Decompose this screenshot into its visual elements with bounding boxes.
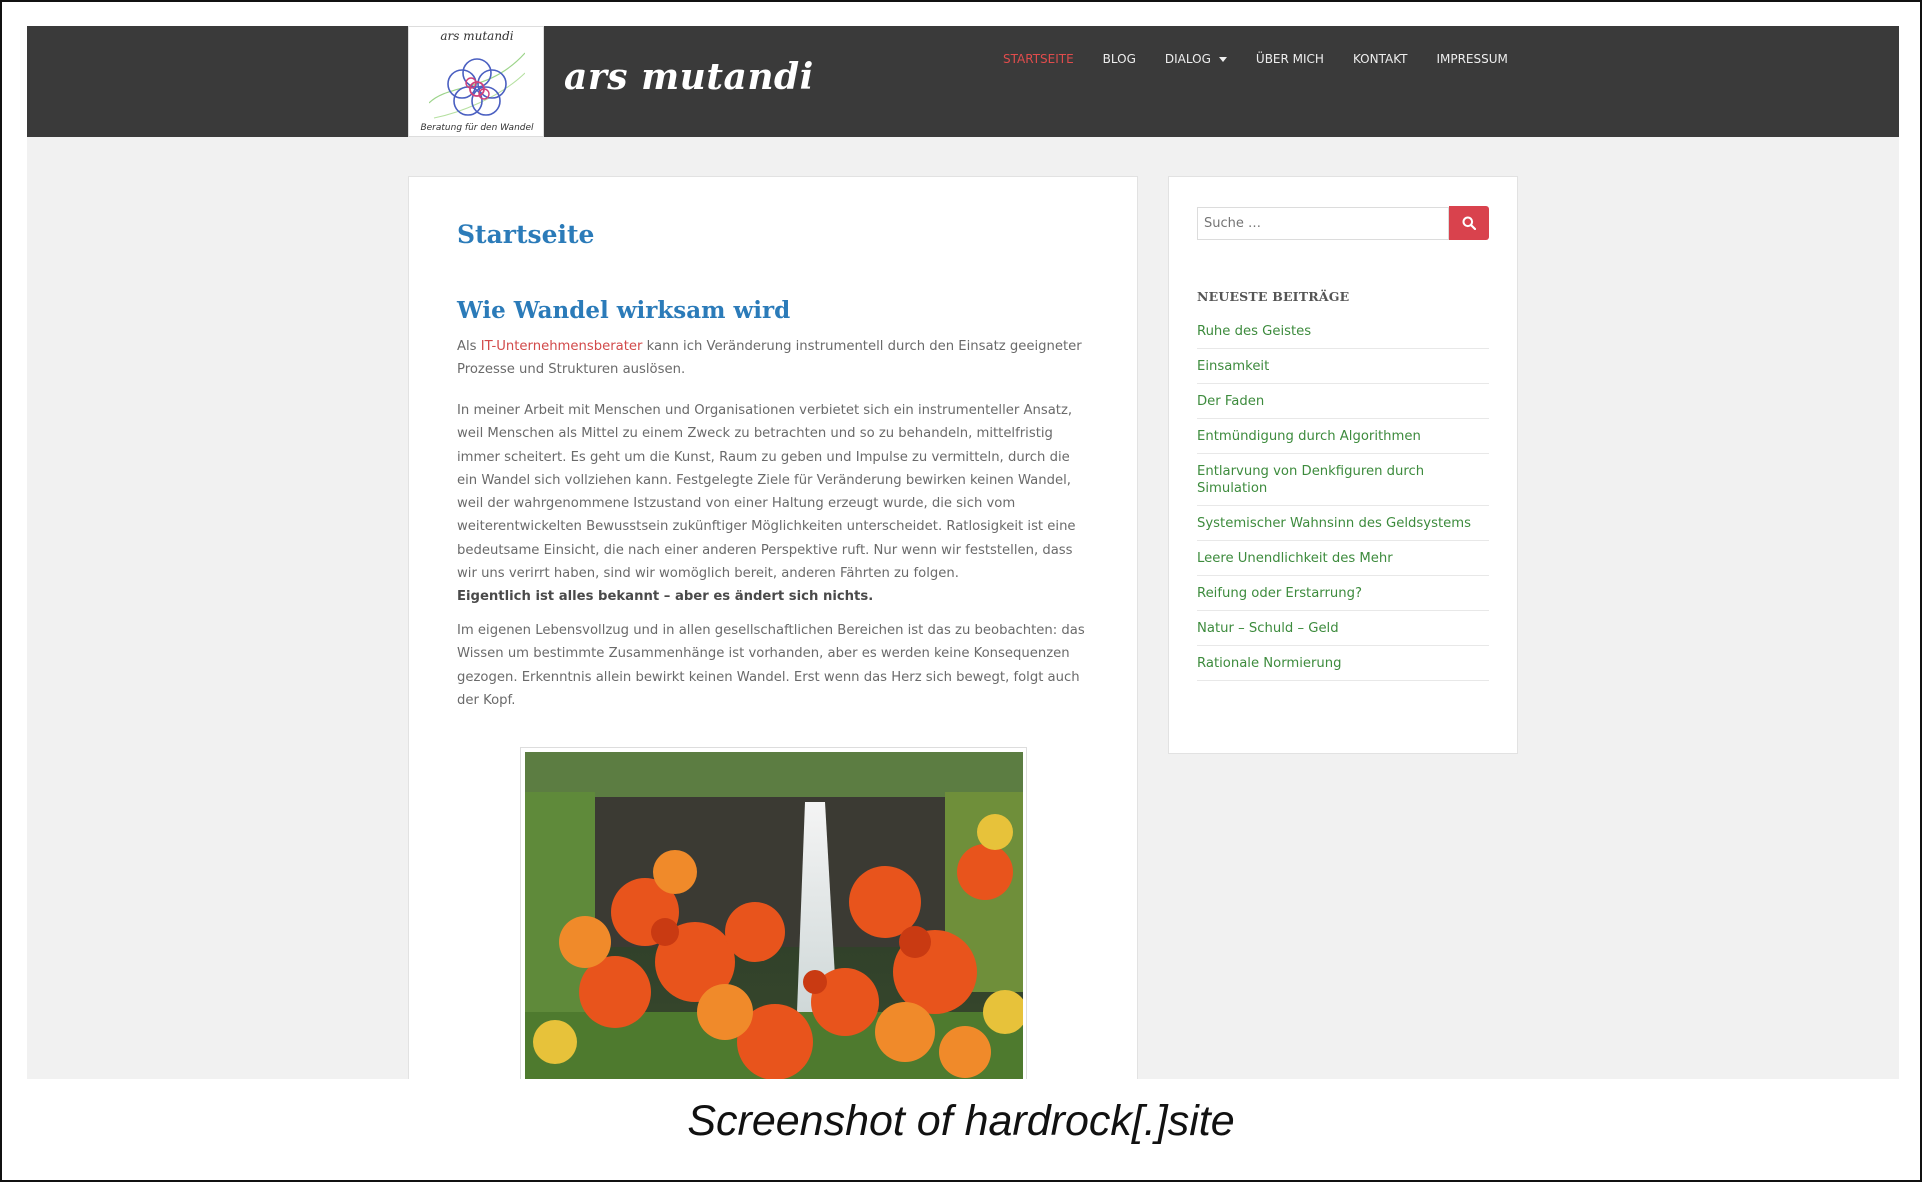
main-nav [1003, 52, 1537, 66]
nav-item-blog[interactable] [1103, 52, 1136, 66]
recent-post-link[interactable]: Rationale Normierung [1197, 646, 1489, 681]
recent-post-link[interactable]: Entlarvung von Denkfiguren durch Simulation [1197, 454, 1489, 506]
paragraph-observation: Im eigenen Lebensvollzug und in allen gesellschaftlichen Bereichen ist das zu beobachten: das Wissen um bestimmte Zusammenhänge ist vorhanden, aber es werden keine Konsequenzen gezogen. Erkenntnis allein bewirkt keinen Wandel. Erst wenn das Herz sich bewegt, folgt auch der Kopf. [457, 623, 1085, 708]
recent-posts-list [1197, 323, 1489, 681]
paragraph-highlight: Eigentlich ist alles bekannt – aber es ändert sich nichts. [457, 589, 874, 604]
nav-label: ÜBER MICH [1255, 52, 1324, 66]
waterfall-image [520, 747, 1027, 1079]
nav-item-dialog[interactable] [1165, 52, 1227, 66]
sidebar [1168, 176, 1518, 754]
search-button[interactable] [1449, 206, 1489, 240]
recent-post-link[interactable]: Der Faden [1197, 384, 1489, 419]
nav-item-startseite[interactable] [1003, 52, 1074, 66]
it-consultant-link[interactable]: IT-Unternehmensberater [480, 339, 643, 354]
nav-label: BLOG [1102, 52, 1136, 66]
main-content [408, 176, 1138, 1079]
browser-viewport [27, 26, 1899, 1079]
nav-item-kontakt[interactable] [1353, 52, 1408, 66]
recent-post-link[interactable]: Leere Unendlichkeit des Mehr [1197, 541, 1489, 576]
search-icon [1462, 216, 1476, 230]
nav-label: STARTSEITE [1003, 52, 1074, 66]
recent-post-link[interactable]: Ruhe des Geistes [1197, 323, 1489, 349]
site-logo[interactable] [408, 26, 544, 137]
paragraph-work: In meiner Arbeit mit Menschen und Organisationen verbietet sich ein instrumenteller Ansatz, weil Menschen als Mittel zu einem Zweck zu betrachten und so zu behandeln, mittelfristig immer scheitert. Es geht um die Kunst, Raum zu geben und Impulse zu vermitteln, durch die ein Wandel sich vollziehen kann. Festgelegte Ziele für Veränderung bewirken keinen Wandel, weil der wahrgenommene Istzustand von einer Haltung erzeugt wurde, die sich vom weiterentwickelten Bewusstsein zukünftiger Möglichkeiten unterscheidet. Ratlosigkeit ist eine bedeutsame Einsicht, die nach einer anderen Perspektive ruft. Nur wenn wir feststellen, dass wir uns verirrt haben, sind wir womöglich bereit, anderen Fährten zu folgen. [457, 403, 1076, 582]
search-input[interactable] [1197, 207, 1449, 240]
nav-label: IMPRESSUM [1436, 52, 1508, 66]
recent-post-link[interactable]: Reifung oder Erstarrung? [1197, 576, 1489, 611]
recent-post-link[interactable]: Einsamkeit [1197, 349, 1489, 384]
nav-item-impressum[interactable] [1436, 52, 1507, 66]
page-title: Startseite [457, 220, 595, 249]
recent-post-link[interactable]: Systemischer Wahnsinn des Geldsystems [1197, 506, 1489, 541]
paragraph-intro [457, 335, 1089, 382]
caret-down-icon [1219, 57, 1227, 62]
logo-bottom-text: Beratung für den Wandel [420, 123, 534, 133]
intro-rest: kann ich Veränderung instrumentell durch den Einsatz geeigneter Prozesse und Strukturen auslösen. [457, 339, 1082, 378]
site-title[interactable]: ars mutandi [564, 56, 814, 98]
waterfall-photo [525, 752, 1023, 1079]
nav-item-ueber-mich[interactable] [1256, 52, 1324, 66]
recent-post-link[interactable]: Natur – Schuld – Geld [1197, 611, 1489, 646]
nav-label: DIALOG [1164, 52, 1211, 66]
intro-prefix: Als [457, 339, 481, 354]
flower-logo-icon [429, 43, 525, 123]
recent-post-link[interactable]: Entmündigung durch Algorithmen [1197, 419, 1489, 454]
post-title[interactable]: Wie Wandel wirksam wird [457, 297, 791, 324]
nav-label: KONTAKT [1352, 52, 1408, 66]
site-header [27, 26, 1899, 137]
screenshot-caption: Screenshot of hardrock[.]site [687, 1097, 1235, 1145]
recent-posts-heading: NEUESTE BEITRÄGE [1197, 289, 1350, 304]
logo-top-text: ars mutandi [440, 29, 514, 43]
